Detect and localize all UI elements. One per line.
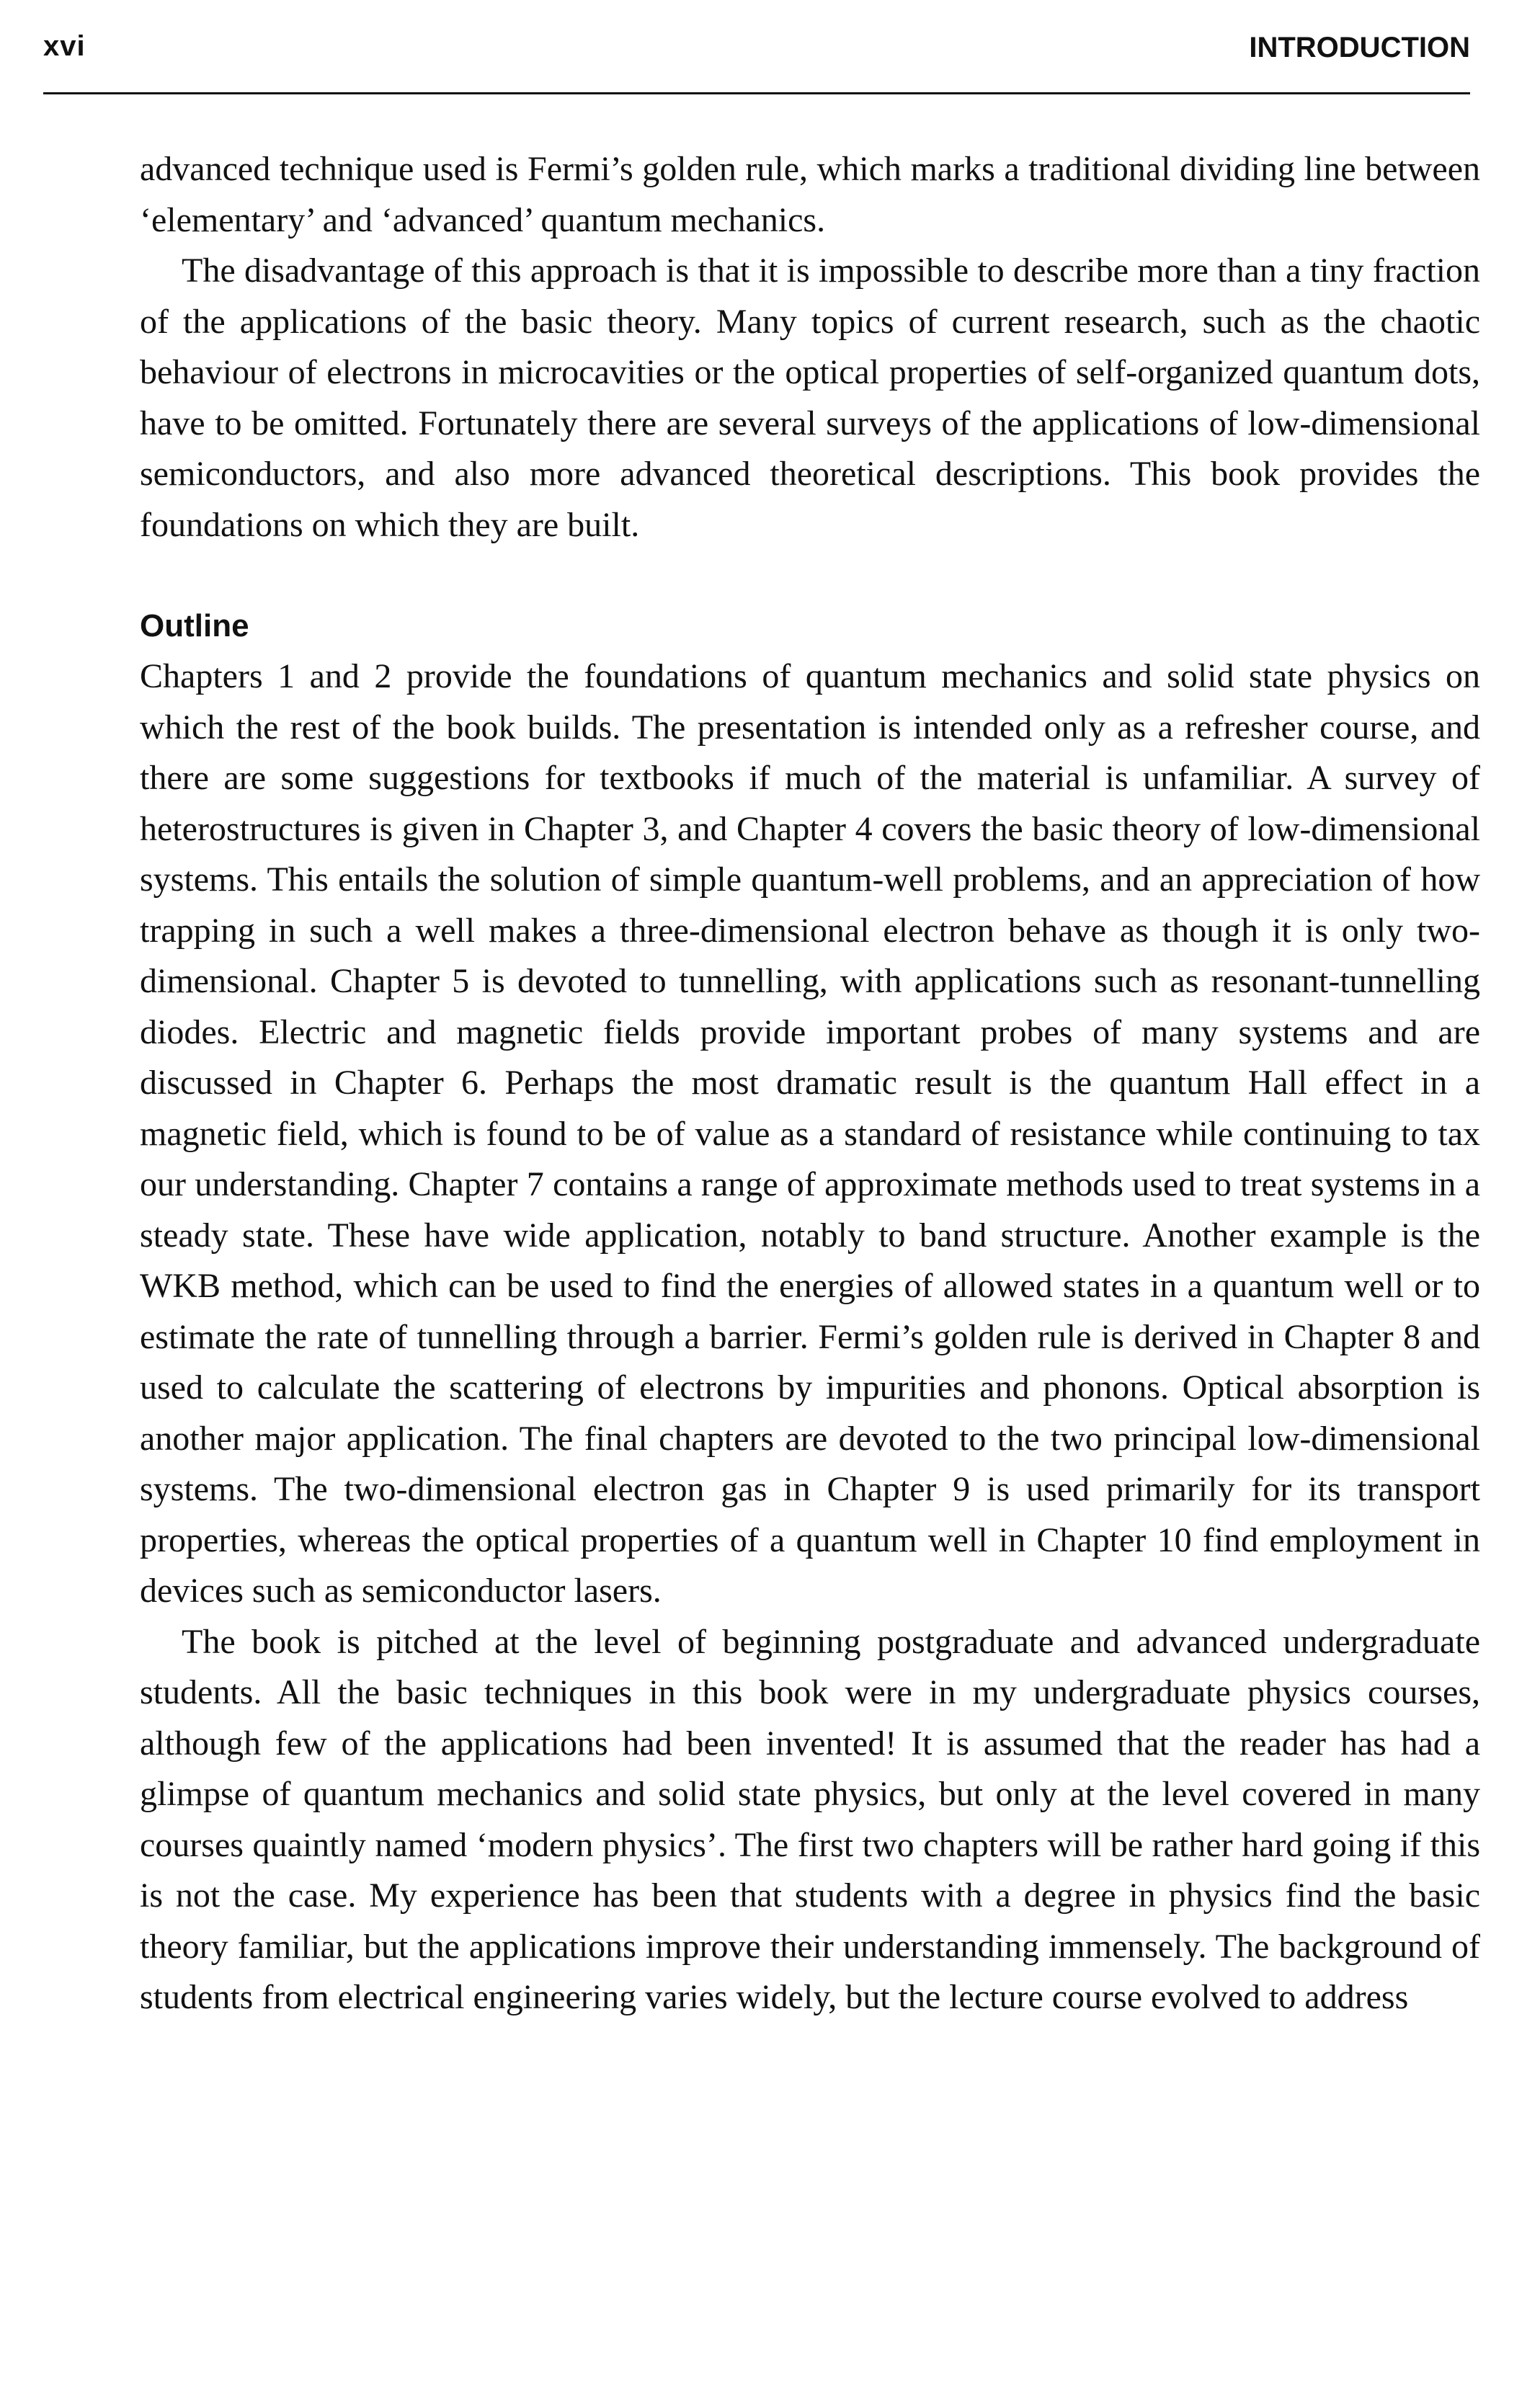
- body-text: [140, 144, 1480, 2023]
- header-rule: [43, 92, 1470, 94]
- paragraph: The disadvantage of this approach is that it is impossible to describe more than a tiny fraction of the applications of the basic theory. Many topics of current research, such as the chaotic behaviour of electrons in microcavities or the optical properties of self-organized quantum dots, have to be omitted. Fortunately there are several surveys of the applications of low-dimensional semiconductors, and also more advanced theoretical descriptions. This book provides the foundations on which they are built.: [140, 251, 1480, 544]
- paragraph: The book is pitched at the level of beginning postgraduate and advanced undergraduate students. All the basic techniques in this book were in my undergraduate physics courses, although few of the applications had been invented! It is assumed that the reader has had a glimpse of quantum mechanics and solid state physics, but only at the level covered in many courses quaintly named ‘modern physics’. The first two chapters will be rather hard going if this is not the case. My experience has been that students with a degree in physics find the basic theory familiar, but the applications improve their understanding immensely. The background of students from electrical engineering varies widely, but the lecture course evolved to address: [140, 1622, 1480, 2016]
- paragraph: Chapters 1 and 2 provide the foundations of quantum mechanics and solid state physics on which the rest of the book builds. The presentation is intended only as a refresher course, and there are some suggestions for textbooks if much of the material is unfamiliar. A survey of heterostructures is given in Chapter 3, and Chapter 4 covers the basic theory of low-dimensional systems. This entails the solution of simple quantum-well problems, and an appreciation of how trapping in such a well makes a three-dimensional electron behave as though it is only two-dimensional. Chapter 5 is devoted to tunnelling, with applications such as resonant-tunnelling diodes. Electric and magnetic fields provide important probes of many systems and are discussed in Chapter 6. Perhaps the most dramatic result is the quantum Hall effect in a magnetic field, which is found to be of value as a standard of resistance while continuing to tax our understanding. Chapter 7 contains a range of approximate methods used to treat systems in a steady state. These have wide application, notably to band structure. Another example is the WKB method, which can be used to find the energies of allowed states in a quantum well or to estimate the rate of tunnelling through a barrier. Fermi’s golden rule is derived in Chapter 8 and used to calculate the scattering of electrons by impurities and phonons. Optical absorption is another major application. The final chapters are devoted to the two principal low-dimensional systems. The two-dimensional electron gas in Chapter 9 is used primarily for its transport properties, whereas the optical properties of a quantum well in Chapter 10 find employment in devices such as semiconductor lasers.: [140, 657, 1480, 1610]
- paragraph-continued: advanced technique used is Fermi’s golden rule, which marks a traditional dividing line between ‘elementary’ and ‘advanced’ quantum mechanics.: [140, 150, 1480, 239]
- section-heading-outline: Outline: [140, 608, 249, 643]
- running-head: [43, 26, 1470, 76]
- chapter-title: INTRODUCTION: [1249, 32, 1470, 63]
- page-number: xvi: [43, 30, 86, 62]
